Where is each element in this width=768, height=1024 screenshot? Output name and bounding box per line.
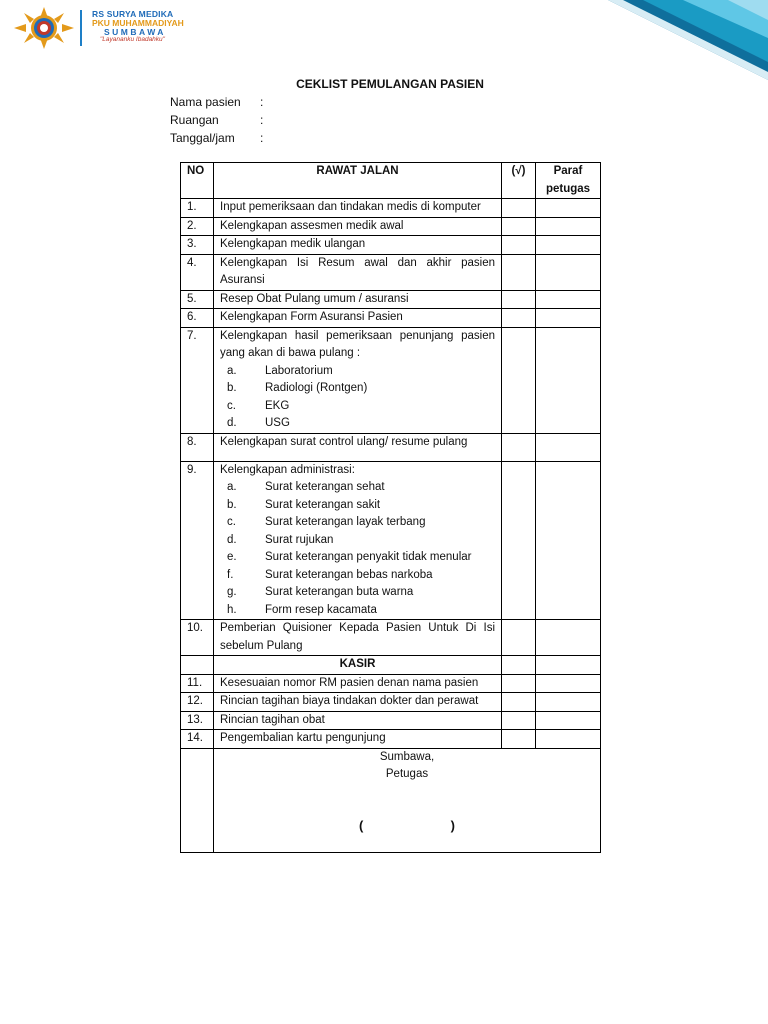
table-header-row bbox=[181, 163, 601, 199]
table-row bbox=[181, 254, 601, 290]
row-number: 12. bbox=[181, 693, 214, 712]
row-number: 4. bbox=[181, 254, 214, 290]
field-nama-pasien bbox=[170, 93, 263, 111]
table-cell bbox=[502, 656, 536, 675]
sub-item bbox=[220, 567, 495, 585]
check-cell[interactable] bbox=[502, 254, 536, 290]
field-label: Nama pasien bbox=[170, 95, 241, 109]
signature-role: Petugas bbox=[385, 768, 429, 780]
table-row bbox=[181, 620, 601, 656]
paraf-cell[interactable] bbox=[536, 236, 601, 255]
check-cell[interactable] bbox=[502, 674, 536, 693]
check-cell[interactable] bbox=[502, 309, 536, 328]
row-number: 11. bbox=[181, 674, 214, 693]
row-number: 8. bbox=[181, 433, 214, 461]
field-separator: : bbox=[260, 113, 264, 127]
sub-item bbox=[220, 584, 495, 602]
table-cell bbox=[181, 656, 214, 675]
document-title: CEKLIST PEMULANGAN PASIEN bbox=[296, 77, 484, 91]
table-cell bbox=[181, 748, 214, 852]
sub-item-letter: b. bbox=[227, 382, 237, 394]
paren-close: ) bbox=[450, 817, 455, 833]
row-number: 5. bbox=[181, 290, 214, 309]
sub-item-text: Surat keterangan sakit bbox=[265, 498, 381, 511]
item-text: Input pemeriksaan dan tindakan medis di komputer bbox=[220, 201, 481, 213]
row-item bbox=[214, 711, 502, 730]
field-label: Tanggal/jam bbox=[170, 131, 235, 145]
sub-item-text: Surat keterangan buta warna bbox=[265, 586, 414, 598]
sub-item-letter: e. bbox=[227, 551, 237, 563]
item-text: Kelengkapan Isi Resum awal dan akhir pasien Asuransi bbox=[220, 256, 495, 286]
row-item bbox=[214, 461, 502, 620]
check-cell[interactable] bbox=[502, 461, 536, 620]
paraf-cell[interactable] bbox=[536, 674, 601, 693]
item-text: Rincian tagihan biaya tindakan dokter dan perawat bbox=[220, 695, 479, 707]
sub-item bbox=[220, 479, 495, 497]
signature-place: Sumbawa, bbox=[379, 750, 435, 763]
sub-item-text: Surat keterangan layak terbang bbox=[265, 516, 426, 528]
table-row bbox=[181, 674, 601, 693]
table-row bbox=[181, 217, 601, 236]
header-check: (√) bbox=[502, 163, 536, 199]
row-item bbox=[214, 199, 502, 218]
sub-item bbox=[220, 549, 495, 567]
header-rawat-jalan: RAWAT JALAN bbox=[214, 163, 502, 199]
table-row bbox=[181, 236, 601, 255]
brand-line-2: PKU MUHAMMADIYAH bbox=[92, 17, 184, 28]
field-separator: : bbox=[260, 95, 264, 109]
paraf-cell[interactable] bbox=[536, 461, 601, 620]
item-text: Pengembalian kartu pengunjung bbox=[220, 732, 386, 744]
item-text: Pemberian Quisioner Kepada Pasien Untuk Di Isi sebelum Pulang bbox=[220, 622, 495, 652]
sub-item bbox=[220, 532, 495, 550]
paren-open: ( bbox=[359, 817, 364, 833]
sub-item-text: Surat rujukan bbox=[265, 533, 334, 546]
table-row bbox=[181, 433, 601, 461]
check-cell[interactable] bbox=[502, 290, 536, 309]
paraf-cell[interactable] bbox=[536, 433, 601, 461]
sub-item-letter: b. bbox=[227, 498, 237, 511]
paraf-cell[interactable] bbox=[536, 254, 601, 290]
row-number: 3. bbox=[181, 236, 214, 255]
row-item bbox=[214, 217, 502, 236]
sub-item-letter: c. bbox=[227, 399, 236, 412]
signature-line bbox=[214, 817, 600, 835]
sub-item-text: EKG bbox=[265, 399, 290, 412]
sub-item-letter: a. bbox=[227, 481, 237, 493]
row-number: 13. bbox=[181, 711, 214, 730]
table-row bbox=[181, 290, 601, 309]
check-cell[interactable] bbox=[502, 620, 536, 656]
sub-item bbox=[220, 514, 495, 532]
paraf-cell[interactable] bbox=[536, 620, 601, 656]
check-cell[interactable] bbox=[502, 433, 536, 461]
sub-item-text: Form resep kacamata bbox=[265, 603, 377, 616]
row-number: 10. bbox=[181, 620, 214, 656]
row-item bbox=[214, 620, 502, 656]
paraf-cell[interactable] bbox=[536, 290, 601, 309]
sub-item-letter: f. bbox=[227, 568, 234, 581]
row-number: 1. bbox=[181, 199, 214, 218]
hospital-brand bbox=[92, 10, 232, 44]
check-cell[interactable] bbox=[502, 217, 536, 236]
check-cell[interactable] bbox=[502, 730, 536, 749]
sub-item bbox=[220, 602, 495, 620]
kasir-label: KASIR bbox=[214, 656, 502, 675]
sub-item-text: Surat keterangan penyakit tidak menular bbox=[265, 551, 472, 563]
table-row bbox=[181, 309, 601, 328]
item-text: Rincian tagihan obat bbox=[220, 713, 325, 726]
hospital-logo bbox=[12, 6, 76, 50]
paraf-cell[interactable] bbox=[536, 730, 601, 749]
item-text: Kelengkapan surat control ulang/ resume pulang bbox=[220, 435, 468, 448]
field-ruangan bbox=[170, 111, 263, 129]
item-text: Kelengkapan administrasi: bbox=[220, 463, 355, 476]
row-item bbox=[214, 309, 502, 328]
table-row bbox=[181, 199, 601, 218]
row-item bbox=[214, 254, 502, 290]
table-cell bbox=[536, 656, 601, 675]
paraf-cell[interactable] bbox=[536, 309, 601, 328]
paraf-cell[interactable] bbox=[536, 199, 601, 218]
row-number: 6. bbox=[181, 309, 214, 328]
paraf-cell[interactable] bbox=[536, 327, 601, 433]
row-item bbox=[214, 674, 502, 693]
table-row bbox=[181, 693, 601, 712]
paraf-cell[interactable] bbox=[536, 217, 601, 236]
sub-item bbox=[220, 380, 495, 398]
row-item bbox=[214, 730, 502, 749]
row-item bbox=[214, 433, 502, 461]
field-tanggal-jam bbox=[170, 129, 263, 147]
kasir-section-row bbox=[181, 656, 601, 675]
paraf-cell[interactable] bbox=[536, 693, 601, 712]
sub-item bbox=[220, 497, 495, 515]
table-row bbox=[181, 711, 601, 730]
sub-item-text: USG bbox=[265, 417, 290, 429]
table-row bbox=[181, 730, 601, 749]
row-number: 9. bbox=[181, 461, 214, 620]
check-cell[interactable] bbox=[502, 711, 536, 730]
field-separator: : bbox=[260, 131, 264, 145]
check-cell[interactable] bbox=[502, 236, 536, 255]
check-cell[interactable] bbox=[502, 199, 536, 218]
row-item bbox=[214, 290, 502, 309]
item-text: Kesesuaian nomor RM pasien denan nama pasien bbox=[220, 676, 479, 689]
sub-item-text: Surat keterangan bebas narkoba bbox=[265, 568, 433, 581]
sub-item-letter: c. bbox=[227, 516, 236, 528]
corner-decoration bbox=[588, 0, 768, 80]
row-item bbox=[214, 236, 502, 255]
field-label: Ruangan bbox=[170, 113, 219, 127]
brand-line-3: SUMBAWA bbox=[104, 26, 166, 37]
sub-item bbox=[220, 398, 495, 416]
sub-item-letter: h. bbox=[227, 603, 237, 616]
sub-item bbox=[220, 415, 495, 433]
row-number: 14. bbox=[181, 730, 214, 749]
check-cell[interactable] bbox=[502, 327, 536, 433]
brand-line-1: RS SURYA MEDIKA bbox=[92, 9, 174, 19]
paraf-cell[interactable] bbox=[536, 711, 601, 730]
row-item bbox=[214, 327, 502, 433]
signature-row bbox=[181, 748, 601, 852]
item-text: Resep Obat Pulang umum / asuransi bbox=[220, 292, 409, 305]
table-row bbox=[181, 327, 601, 433]
item-text: Kelengkapan hasil pemeriksaan penunjang pasien yang akan di bawa pulang : bbox=[220, 329, 495, 359]
sub-item-letter: g. bbox=[227, 586, 237, 598]
sub-item bbox=[220, 363, 495, 381]
header-divider bbox=[80, 10, 82, 46]
signature-block bbox=[214, 748, 601, 852]
brand-tagline: "Layananku Ibadahku" bbox=[100, 35, 165, 43]
sub-item-letter: d. bbox=[227, 417, 237, 429]
sub-item-text: Surat keterangan sehat bbox=[265, 481, 385, 493]
sub-item-text: Laboratorium bbox=[265, 364, 333, 377]
sub-item-text: Radiologi (Rontgen) bbox=[265, 382, 368, 394]
table-row bbox=[181, 461, 601, 620]
sub-item-letter: a. bbox=[227, 364, 237, 377]
row-number: 7. bbox=[181, 327, 214, 433]
item-text: Kelengkapan Form Asuransi Pasien bbox=[220, 311, 403, 323]
header-no: NO bbox=[181, 163, 214, 199]
check-cell[interactable] bbox=[502, 693, 536, 712]
sub-item-letter: d. bbox=[227, 533, 237, 546]
row-number: 2. bbox=[181, 217, 214, 236]
header-paraf: Paraf petugas bbox=[536, 163, 601, 199]
item-text: Kelengkapan assesmen medik awal bbox=[220, 219, 404, 232]
patient-fields bbox=[170, 93, 263, 147]
item-text: Kelengkapan medik ulangan bbox=[220, 238, 366, 250]
row-item bbox=[214, 693, 502, 712]
checklist-table bbox=[180, 162, 601, 853]
